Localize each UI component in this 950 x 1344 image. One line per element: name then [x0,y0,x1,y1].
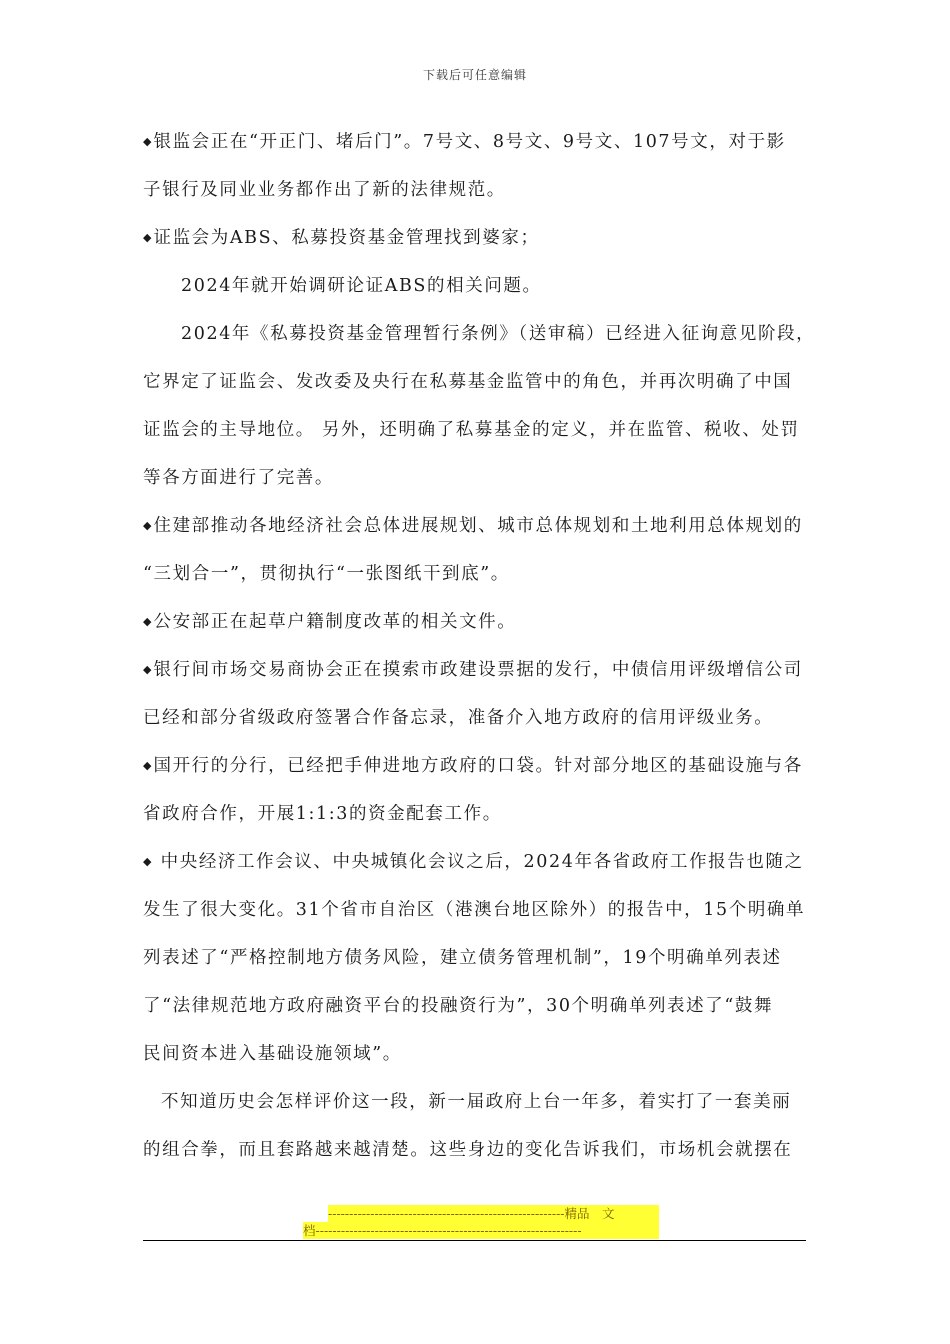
text-line-8: 等各方面进行了完善。 [143,468,334,488]
text-line-6: 它界定了证监会、发改委及央行在私募基金监管中的角色，并再次明确了中国 [143,372,793,392]
text-line-11: ◆ 公安部正在起草户籍制度改革的相关文件。 [143,612,517,632]
footer-watermark-line-1: --------------------------------------------------------精品 文 [328,1205,659,1222]
diamond-bullet-icon: ◆ [143,663,152,676]
diamond-bullet-icon: ◆ [143,519,152,532]
footer-divider [143,1240,806,1241]
footer-watermark [303,1205,659,1239]
diamond-bullet-icon: ◆ [143,135,152,148]
text-line-4: 2024年就开始调研论证ABS的相关问题。 [181,276,542,296]
text-line-19: 了“法律规范地方政府融资平台的投融资行为”，30个明确单列表述了“鼓舞 [143,996,774,1016]
text-line-17: 发生了很大变化。31个省市自治区（港澳台地区除外）的报告中，15个明确单 [143,900,806,920]
text-line-15: 省政府合作，开展1:1:3的资金配套工作。 [143,804,502,824]
diamond-bullet-icon: ◆ [143,855,152,868]
diamond-bullet-icon: ◆ [143,759,152,772]
text-line-18: 列表述了“严格控制地方债务风险，建立债务管理机制”，19个明确单列表述 [143,948,782,968]
text-line-9: ◆ 住建部推动各地经济社会总体进展规划、城市总体规划和土地利用总体规划的 [143,516,803,536]
diamond-bullet-icon: ◆ [143,615,152,628]
text-line-20: 民间资本进入基础设施领域”。 [143,1044,402,1064]
document-body [143,118,823,1174]
text-line-2: 子银行及同业业务都作出了新的法律规范。 [143,180,506,200]
text-line-10: “三划合一”，贯彻执行“一张图纸干到底”。 [143,564,510,584]
text-line-13: 已经和部分省级政府签署合作备忘录，准备介入地方政府的信用评级业务。 [143,708,774,728]
text-line-12: ◆ 银行间市场交易商协会正在摸索市政建设票据的发行，中债信用评级增信公司 [143,660,803,680]
diamond-bullet-icon: ◆ [143,231,152,244]
text-line-1: ◆ 银监会正在“开正门、堵后门”。7号文、8号文、9号文、107号文，对于影 [143,132,786,152]
page-header: 下载后可任意编辑 [422,68,527,82]
text-line-21: 不知道历史会怎样评价这一段，新一届政府上台一年多，着实打了一套美丽 [161,1092,792,1112]
text-line-5: 2024年《私募投资基金管理暂行条例》（送审稿）已经进入征询意见阶段， [181,324,816,344]
text-line-14: ◆ 国开行的分行，已经把手伸进地方政府的口袋。针对部分地区的基础设施与各 [143,756,803,776]
text-line-22: 的组合拳，而且套路越来越清楚。这些身边的变化告诉我们，市场机会就摆在 [143,1140,793,1160]
footer-watermark-line-2: 档--------------------------------------------------------------- [303,1222,659,1239]
text-line-16: ◆ 中央经济工作会议、中央城镇化会议之后，2024年各省政府工作报告也随之 [143,852,804,872]
text-line-3: ◆ 证监会为ABS、私募投资基金管理找到婆家； [143,228,540,248]
text-line-7: 证监会的主导地位。 另外，还明确了私募基金的定义，并在监管、税收、处罚 [143,420,800,440]
